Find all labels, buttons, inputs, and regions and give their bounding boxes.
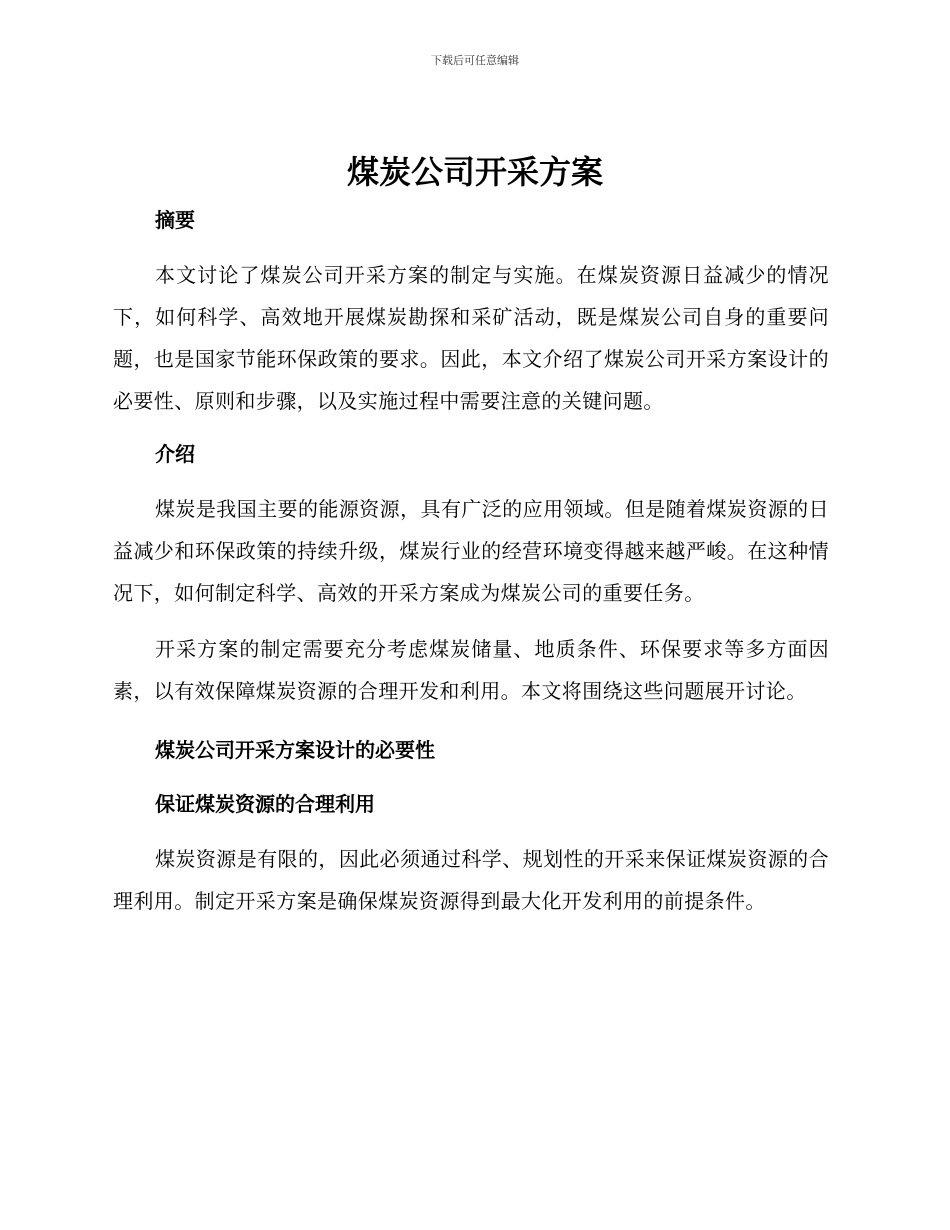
section-heading-introduction: 介绍 <box>155 442 195 466</box>
section-heading-abstract: 摘要 <box>155 208 195 232</box>
page-header-note: 下载后可任意编辑 <box>431 54 519 67</box>
introduction-paragraph-1: 煤炭是我国主要的能源资源，具有广泛的应用领域。但是随着煤炭资源的日益减少和环保政策的持续升级，煤炭行业的经营环境变得越来越严峻。在这种情况下，如何制定科学、高效的开采方案成为煤炭公司的重要任务。 <box>113 497 829 605</box>
rational-use-paragraph: 煤炭资源是有限的，因此必须通过科学、规划性的开采来保证煤炭资源的合理利用。制定开采方案是确保煤炭资源得到最大化开发利用的前提条件。 <box>113 847 829 913</box>
document-body <box>113 200 829 922</box>
subsection-heading-rational-use: 保证煤炭资源的合理利用 <box>155 792 375 816</box>
document-title: 煤炭公司开采方案 <box>346 153 603 191</box>
abstract-paragraph: 本文讨论了煤炭公司开采方案的制定与实施。在煤炭资源日益减少的情况下，如何科学、高效地开展煤炭勘探和采矿活动，既是煤炭公司自身的重要问题，也是国家节能环保政策的要求。因此，本文介绍了煤炭公司开采方案设计的必要性、原则和步骤，以及实施过程中需要注意的关键问题。 <box>113 263 829 413</box>
introduction-paragraph-2: 开采方案的制定需要充分考虑煤炭储量、地质条件、环保要求等多方面因素，以有效保障煤炭资源的合理开发和利用。本文将围绕这些问题展开讨论。 <box>113 637 829 703</box>
section-heading-necessity: 煤炭公司开采方案设计的必要性 <box>155 738 435 762</box>
